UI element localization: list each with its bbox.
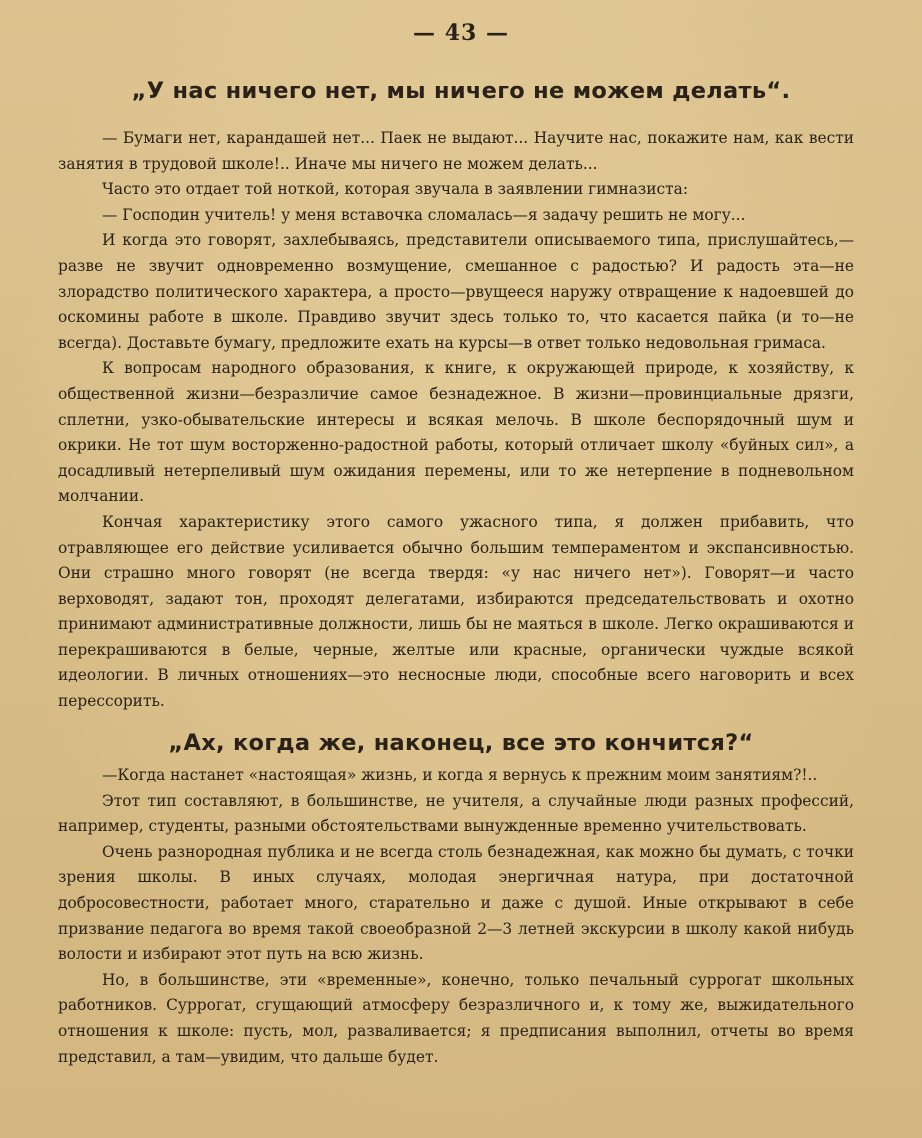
paragraph: К вопросам народного образования, к книге, к окружающей природе, к хозяйству, к общественной жизни—безразличие самое безнадежное. В жизни—провинциальные дрязги, сплетни, узко-обывательские интересы и всякая мелочь. В школе беспорядочный шум и окрики. Не тот шум восторженно-радостной работы, который отличает школу «буйных сил», а досадливый нетерпеливый шум ожидания перемены, или то же нетерпение в подневольном молчании. bbox=[58, 359, 854, 506]
paragraph: —Когда настанет «настоящая» жизнь, и когда я вернусь к прежним моим занятиям?!.. bbox=[102, 766, 818, 784]
paragraph: Этот тип составляют, в большинстве, не учителя, а случайные люди разных профессий, например, студенты, разными обстоятельствами вынужденные временно учительствовать. bbox=[58, 791, 854, 836]
section-body-2 bbox=[58, 763, 854, 1070]
section-heading-1: „У нас ничего нет, мы ничего не можем делать“. bbox=[131, 78, 791, 104]
paragraph: Очень разнородная публика и не всегда столь безнадежная, как можно бы думать, с точки зрения школы. В иных случаях, молодая энергичная натура, при достаточной добросовестности, работает много, старательно и даже с душой. Иные открывают в себе призвание педагога во время такой своеобразной 2—3 летней экскурсии в школу какой нибудь волости и избирают этот путь на всю жизнь. bbox=[58, 842, 854, 964]
section-heading-2: „Ах, когда же, наконец, все это кончится?“ bbox=[168, 730, 754, 756]
paragraph: Но, в большинстве, эти «временные», конечно, только печальный суррогат школьных работников. Суррогат, сгущающий атмосферу безразличного и, к тому же, выжидательного отношения к школе: пусть, мол, разваливается; я предписания выполнил, отчеты во время представил, а там—увидим, что дальше будет. bbox=[58, 970, 854, 1066]
page-number: — 43 — bbox=[413, 20, 509, 46]
paragraph: Кончая характеристику этого самого ужасного типа, я должен прибавить, что отравляющее его действие усиливается обычно большим темпераментом и экспансивностью. Они страшно много говорят (не всегда твердя: «у нас ничего нет»). Говорят—и часто верховодят, задают тон, проходят делегатами, избираются председательствовать и охотно принимают административные должности, лишь бы не маяться в школе. Легко окрашиваются и перекрашиваются в белые, черные, желтые или красные, органически чуждые всякой идеологии. В личных отношениях—это несносные люди, способные всего наговорить и всех перессорить. bbox=[58, 512, 854, 711]
section-body-1 bbox=[58, 126, 854, 715]
paragraph: И когда это говорят, захлебываясь, представители описываемого типа, прислушайтесь,—разве не звучит одновременно возмущение, смешанное с радостью? И радость эта—не злорадство политического характера, а просто—рвущееся наружу отвращение к надоевшей до оскомины работе в школе. Правдиво звучит здесь только то, что касается пайка (и то—не всегда). Доставьте бумагу, предложите ехать на курсы—в ответ только недовольная гримаса. bbox=[58, 231, 854, 352]
paragraph: Часто это отдает той ноткой, которая звучала в заявлении гимназиста: bbox=[102, 180, 689, 199]
paragraph: — Бумаги нет, карандашей нет... Паек не выдают... Научите нас, покажите нам, как вести занятия в трудовой школе!.. Иначе мы ничего не можем делать... bbox=[58, 129, 854, 173]
paragraph: — Господин учитель! у меня вставочка сломалась—я задачу решить не могу... bbox=[102, 205, 746, 224]
